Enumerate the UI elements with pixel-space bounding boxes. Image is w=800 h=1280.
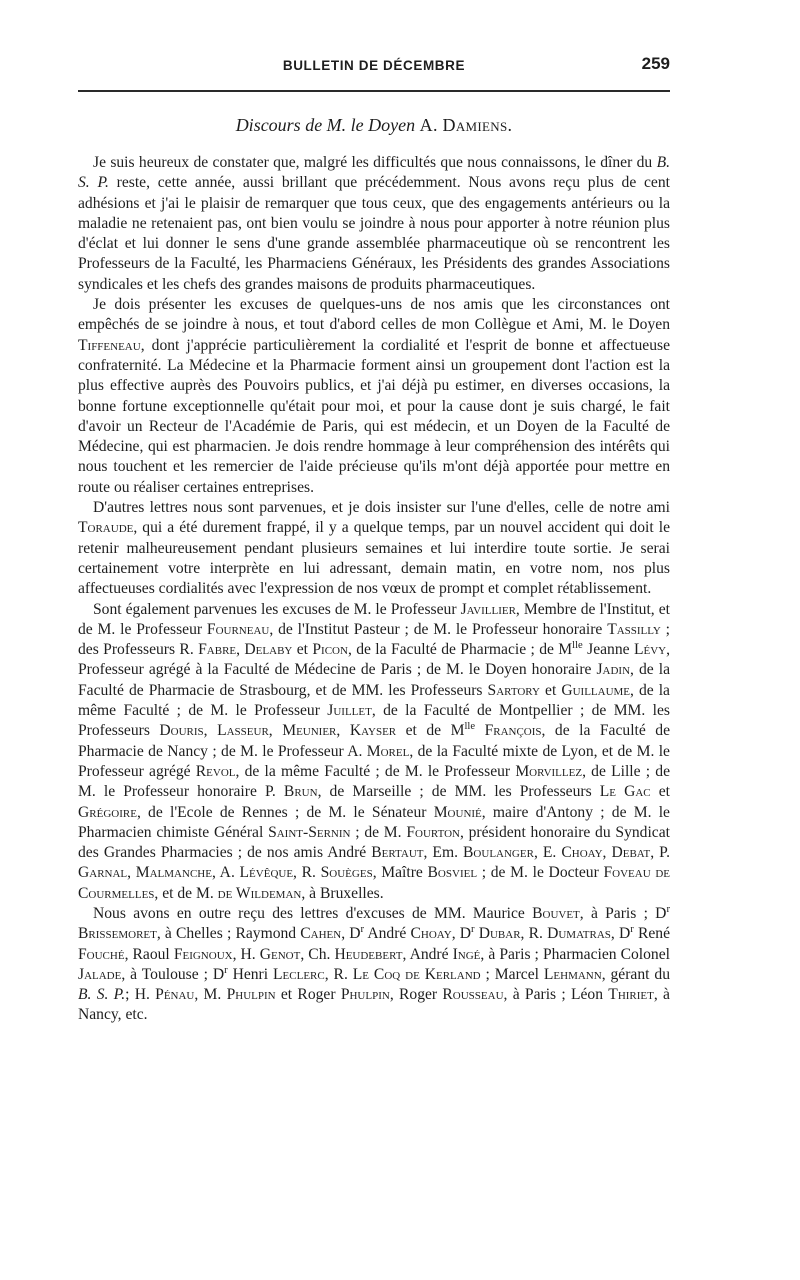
proper-name: Lévêque xyxy=(239,864,294,882)
body-paragraph xyxy=(78,498,670,599)
text-run: , E. xyxy=(533,844,562,862)
superscript-run: lle xyxy=(464,721,476,733)
proper-name: Fabre xyxy=(198,641,237,659)
text-run: , xyxy=(127,864,136,882)
text-run: ; H. xyxy=(125,986,156,1004)
proper-name: Morvillez xyxy=(515,762,583,780)
text-run: , de la Faculté de Pharmacie de Strasbourg, et de MM. les Professeurs xyxy=(78,661,670,699)
text-run: , D xyxy=(610,925,631,943)
text-run: , de la même Faculté ; de M. le Professeur xyxy=(235,762,516,780)
superscript-run: r xyxy=(224,964,228,976)
text-run: , xyxy=(602,844,612,862)
text-run: , A. xyxy=(211,864,240,882)
text-run: , R. xyxy=(520,925,548,943)
proper-name: Juillet xyxy=(327,702,372,720)
text-run: D'autres lettres nous sont parvenues, et je dois insister sur l'une d'elles, celle de notre ami xyxy=(93,499,670,517)
proper-name: Le Gac xyxy=(599,783,651,801)
text-run: , Roger xyxy=(389,986,443,1004)
proper-name: Dubar xyxy=(478,925,521,943)
text-run: , xyxy=(203,722,218,740)
text-run: , xyxy=(236,641,245,659)
text-run: André xyxy=(364,925,411,943)
superscript-run: lle xyxy=(572,639,583,651)
body-paragraph xyxy=(78,904,670,1026)
text-run: , M. xyxy=(194,986,227,1004)
text-run: , maire d'Antony ; de M. le Pharmacien chimiste Général xyxy=(78,803,670,841)
text-run: , qui a été durement frappé, il y a quelque temps, par un nouvel accident qui doit le retenir malheureusement pendant plusieurs semaines et lui interdire toute sortie. Je serai certainement votre interprète en lui adressant, demain matin, en votre nom, nos plus affectueuses cordialités avec l'expression de nos vœux de prompt et complet rétablissement. xyxy=(78,519,670,598)
proper-name: Bosviel xyxy=(427,864,478,882)
proper-name: Genot xyxy=(259,945,301,963)
proper-name: Revol xyxy=(195,762,236,780)
proper-name: Meunier xyxy=(282,722,337,740)
text-run: , D xyxy=(451,925,472,943)
proper-name: de Wildeman xyxy=(217,884,302,902)
text-run: , Em. xyxy=(423,844,464,862)
proper-name: Jadin xyxy=(596,661,631,679)
text-run: , Membre de l'Institut, et de M. le Professeur xyxy=(78,600,670,638)
text-run: et xyxy=(650,783,670,801)
text-run: , dont j'apprécie particulièrement la cordialité et l'esprit de bonne et affectueuse confraternité. La Médecine et la Pharmacie forment ainsi un groupement dont l'action est la plus effective auprès des Pouvoirs publics, et j'ai déjà pu estimer, en diverses occasions, la bonne fortune exceptionnelle qu'était pour moi, et pour la cause dont je suis chargé, le fait d'avoir un Recteur de l'Académie de Paris, qui est médecin, et un Doyen de la Faculté de Médecine, qui est pharmacien. Je dois rendre hommage à leur compréhension des intérêts qui nous touchent et les remercier de l'aide précieuse qu'ils m'ont déjà apportée pour mettre en route ou réaliser certaines entreprises. xyxy=(78,336,670,496)
text-run: Henri xyxy=(227,965,274,983)
proper-name: Choay xyxy=(561,844,603,862)
superscript-run: r xyxy=(630,924,634,936)
text-run: , à Paris ; Léon xyxy=(503,986,609,1004)
page-number: 259 xyxy=(641,54,670,73)
proper-name: Leclerc xyxy=(273,965,325,983)
text-run: , à Paris ; Pharmacien Colonel xyxy=(480,945,670,963)
text-run: et xyxy=(292,641,313,659)
proper-name: Jalade xyxy=(78,965,122,983)
proper-name: Morel xyxy=(366,742,410,760)
text-run: , à Nancy, etc. xyxy=(78,986,670,1024)
text-run: , Ch. xyxy=(300,945,335,963)
text-run: ; de M. xyxy=(350,823,407,841)
text-run: , de l'Ecole de Rennes ; de M. le Sénateur xyxy=(136,803,434,821)
text-run: , de la Faculté mixte de Lyon, et de M. le Professeur agrégé xyxy=(78,742,670,780)
proper-name: Debat xyxy=(611,844,651,862)
text-run: , André xyxy=(402,945,453,963)
proper-name: Dumatras xyxy=(547,925,611,943)
proper-name: Fourneau xyxy=(206,620,270,638)
proper-name: Rousseau xyxy=(442,986,504,1004)
proper-name: Javillier xyxy=(460,600,516,618)
text-run: , à Toulouse ; D xyxy=(121,965,225,983)
proper-name: Souèges xyxy=(320,864,373,882)
proper-name: Phulpin xyxy=(226,986,276,1004)
text-run: et xyxy=(539,681,562,699)
text-run: , à Bruxelles. xyxy=(301,884,384,902)
proper-name: Douris xyxy=(159,722,204,740)
text-run: , de la même Faculté ; de M. le Professeur xyxy=(78,681,670,720)
text-run: , à Chelles ; Raymond xyxy=(156,925,301,943)
proper-name: Phulpin xyxy=(340,986,390,1004)
text-run: , de l'Institut Pasteur ; de M. le Professeur honoraire xyxy=(269,620,608,638)
proper-name: Tassilly xyxy=(607,620,661,638)
proper-name: Guillaume xyxy=(561,681,631,699)
text-run: , de Marseille ; de MM. les Professeurs xyxy=(317,783,600,801)
proper-name: François xyxy=(484,722,542,740)
text-run: , à Paris ; D xyxy=(579,904,667,922)
proper-name: Grégoire xyxy=(78,803,137,821)
proper-name: Picon xyxy=(312,641,348,659)
proper-name: Feignoux xyxy=(173,945,233,963)
proper-name: Kayser xyxy=(349,722,397,740)
text-run: , Raoul xyxy=(124,945,174,963)
proper-name: Ingé xyxy=(452,945,481,963)
text-run: reste, cette année, aussi brillant que précédemment. Nous avons reçu plus de cent adhésions et j'ai le plaisir de remarquer que tous ceux, que des engagements antérieurs ou la maladie ne retenaient pas, ont bien voulu se joindre à nous pour apporter à notre réunion plus d'éclat et lui donner le sens d'une grande assemblée pharmaceutique où se rencontrent les Professeurs de la Faculté, les Pharmaciens Généraux, les Présidents des grandes Associations syndicales et les chefs des grandes maisons de produits pharmaceutiques. xyxy=(78,174,670,293)
header-rule xyxy=(78,90,670,92)
title-italic-part: Discours de M. le Doyen xyxy=(235,115,420,135)
proper-name: Lehmann xyxy=(543,965,602,983)
text-run: Nous avons en outre reçu des lettres d'excuses de MM. Maurice xyxy=(93,904,533,922)
proper-name: Pénau xyxy=(155,986,195,1004)
proper-name: Malmanche xyxy=(135,864,212,882)
proper-name: Boulanger xyxy=(463,844,534,862)
text-run: et Roger xyxy=(275,986,341,1004)
proper-name: Fouché xyxy=(78,945,125,963)
text-run: , P. xyxy=(650,844,671,862)
proper-name: Lasseur xyxy=(217,722,269,740)
text-run: René xyxy=(633,925,670,943)
text-run: Je dois présenter les excuses de quelques-uns de nos amis que les circonstances ont empêchés de se joindre à nous, et tout d'abord celles de mon Collègue et Ami, M. le Doyen xyxy=(78,296,670,334)
text-run: , de la Faculté de Pharmacie de Nancy ; de M. le Professeur A. xyxy=(78,722,671,760)
proper-name: Mounié xyxy=(433,803,482,821)
body-paragraph xyxy=(78,600,670,904)
proper-name: Delaby xyxy=(244,641,293,659)
text-run: Jeanne xyxy=(582,641,634,659)
proper-name: Fourton xyxy=(406,823,460,841)
text-run: , H. xyxy=(232,945,260,963)
superscript-run: r xyxy=(360,924,365,936)
text-run xyxy=(475,722,485,739)
proper-name: Sartory xyxy=(487,681,540,699)
proper-name: Garnal xyxy=(78,864,128,882)
text-run: , R. xyxy=(324,965,353,983)
proper-name: Brissemoret xyxy=(78,925,157,943)
proper-name: Saint-Sernin xyxy=(268,823,351,841)
proper-name: Choay xyxy=(410,925,452,943)
text-run: , de Lille ; de M. le Professeur honoraire P. xyxy=(78,762,670,801)
italic-run: B. S. P. xyxy=(78,154,670,192)
title-author-name: A. Damiens. xyxy=(419,115,513,135)
text-run: , R. xyxy=(293,864,321,882)
proper-name: Bertaut xyxy=(371,844,424,862)
text-run: , gérant du xyxy=(601,965,670,983)
proper-name: Le Coq de Kerland xyxy=(352,965,481,983)
superscript-run: r xyxy=(666,903,670,915)
text-run: , Maître xyxy=(372,864,428,882)
proper-name: Bouvet xyxy=(532,904,580,922)
text-run: et de M xyxy=(396,722,465,740)
superscript-run: r xyxy=(471,924,475,936)
proper-name: Cahen xyxy=(300,925,342,943)
body-paragraph xyxy=(78,153,670,295)
text-run: , xyxy=(336,722,350,740)
proper-name: Heudebert xyxy=(334,945,403,963)
proper-name: Lévy xyxy=(633,641,667,659)
text-run: ; Marcel xyxy=(480,965,544,983)
text-run: , de la Faculté de Montpellier ; de MM. les Professeurs xyxy=(78,702,670,740)
proper-name: Thiriet xyxy=(608,986,654,1004)
page-header xyxy=(78,52,670,84)
proper-name: Foveau de Courmelles xyxy=(78,864,671,902)
body-paragraph xyxy=(78,295,670,498)
section-title xyxy=(78,115,670,136)
text-run: Je suis heureux de constater que, malgré les difficultés que nous connaissons, le dîner du xyxy=(93,154,657,171)
text-run: , et de M. xyxy=(154,884,218,902)
text-run: , xyxy=(268,722,283,740)
text-run: ; des Professeurs R. xyxy=(78,620,671,659)
text-run: , de la Faculté de Pharmacie ; de M xyxy=(347,641,573,659)
text-run: , président honoraire du Syndicat des Grandes Pharmacies ; de nos amis André xyxy=(78,823,670,862)
proper-name: Tiffeneau xyxy=(78,336,141,354)
proper-name: Toraude xyxy=(78,519,134,537)
text-run: ; de M. le Docteur xyxy=(477,864,604,882)
text-run: Sont également parvenues les excuses de M. le Professeur xyxy=(93,600,461,618)
body-text xyxy=(78,153,670,1026)
text-run: , Professeur agrégé à la Faculté de Médecine de Paris ; de M. le Doyen honoraire xyxy=(78,641,670,679)
italic-run: B. S. P. xyxy=(78,986,126,1004)
proper-name: Brun xyxy=(283,783,318,801)
running-title: BULLETIN DE DÉCEMBRE xyxy=(282,58,466,73)
text-run: , D xyxy=(341,925,361,943)
